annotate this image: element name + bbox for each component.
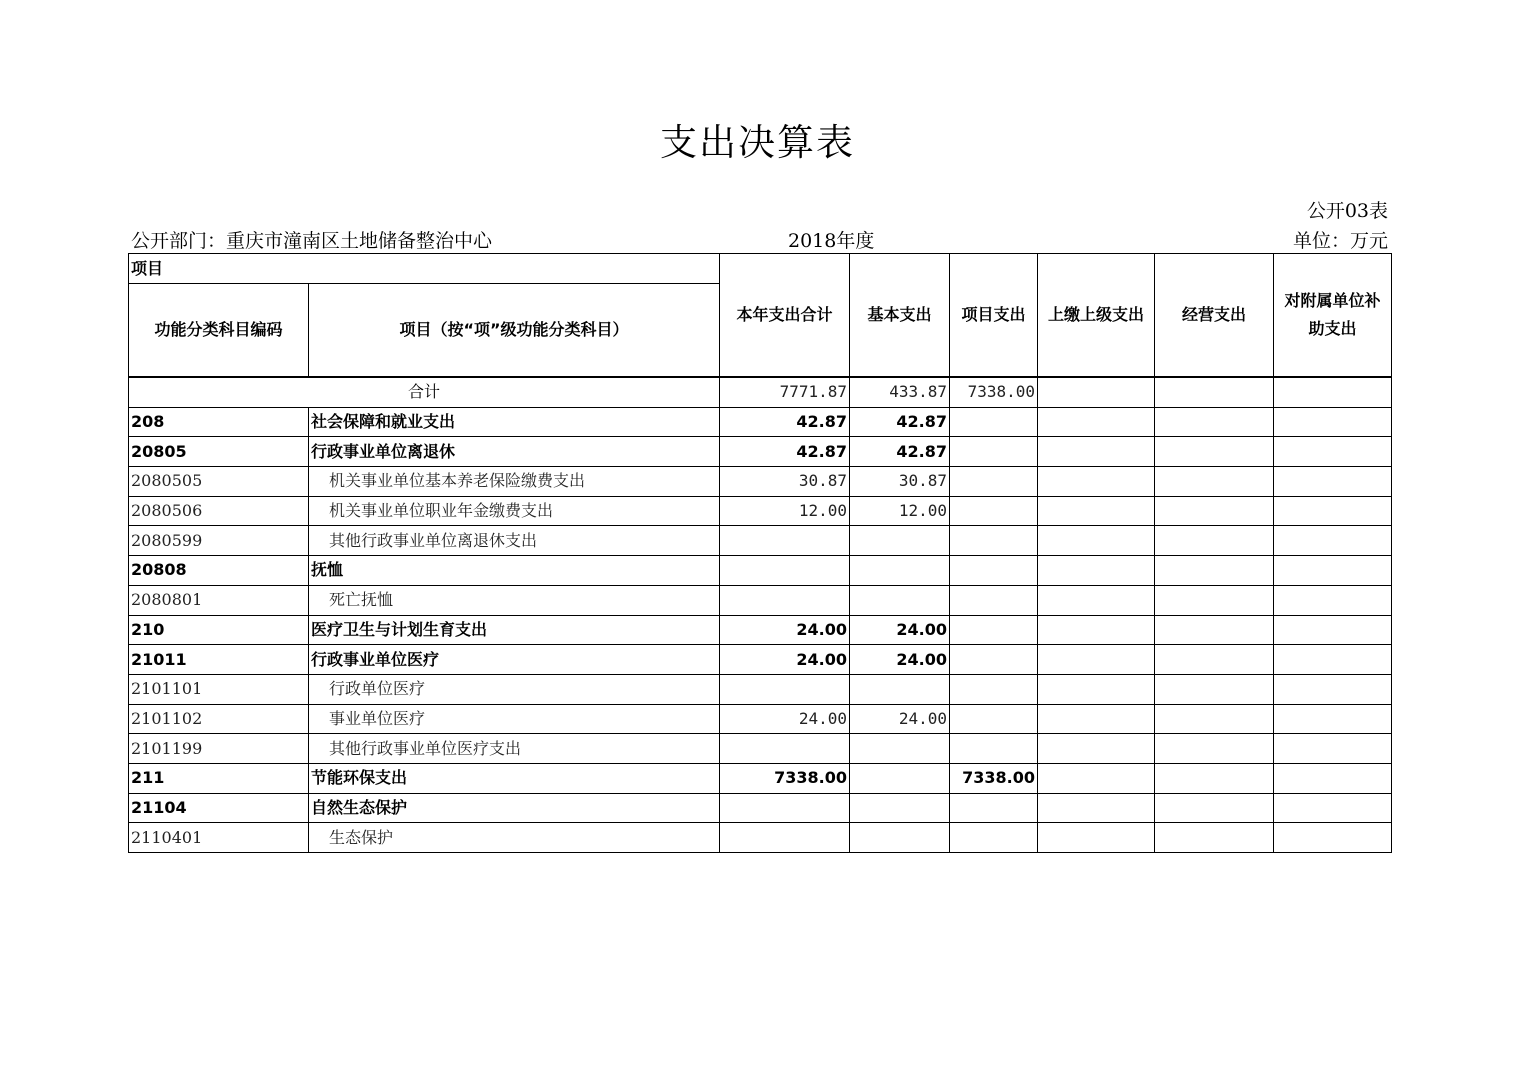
row-business [1155, 526, 1274, 556]
row-code: 2080505 [129, 467, 309, 497]
total-subsidy [1274, 377, 1392, 407]
row-upper [1038, 763, 1155, 793]
row-name: 死亡抚恤 [309, 585, 720, 615]
row-basic: 24.00 [850, 615, 950, 645]
row-upper [1038, 793, 1155, 823]
row-total: 24.00 [720, 615, 850, 645]
page-title: 支出决算表 [660, 121, 855, 164]
form-number: 公开03表 [1306, 200, 1388, 222]
row-code: 2080506 [129, 496, 309, 526]
table-row [129, 407, 1392, 437]
row-subsidy [1274, 615, 1392, 645]
table-row [129, 823, 1392, 853]
fiscal-year: 2018年度 [788, 230, 875, 252]
row-subsidy [1274, 793, 1392, 823]
row-subsidy [1274, 437, 1392, 467]
row-business [1155, 467, 1274, 497]
table-row [129, 556, 1392, 586]
row-name: 机关事业单位基本养老保险缴费支出 [309, 467, 720, 497]
row-name: 医疗卫生与计划生育支出 [309, 615, 720, 645]
unit-label: 单位：万元 [1292, 230, 1388, 252]
total-basic: 433.87 [850, 377, 950, 407]
row-subsidy [1274, 734, 1392, 764]
total-row [129, 377, 1392, 407]
total-total: 7771.87 [720, 377, 850, 407]
row-upper [1038, 823, 1155, 853]
row-basic: 30.87 [850, 467, 950, 497]
row-project [950, 407, 1038, 437]
row-business [1155, 556, 1274, 586]
row-basic [850, 734, 950, 764]
row-project [950, 734, 1038, 764]
header-code: 功能分类科目编码 [129, 284, 309, 378]
row-project [950, 704, 1038, 734]
table-row [129, 763, 1392, 793]
row-project [950, 467, 1038, 497]
total-label: 合计 [129, 377, 720, 407]
expenditure-table [128, 253, 1392, 853]
row-name: 事业单位医疗 [309, 704, 720, 734]
row-project [950, 645, 1038, 675]
row-subsidy [1274, 823, 1392, 853]
row-upper [1038, 556, 1155, 586]
row-upper [1038, 467, 1155, 497]
row-code: 2101199 [129, 734, 309, 764]
total-business [1155, 377, 1274, 407]
row-code: 2080801 [129, 585, 309, 615]
row-basic [850, 556, 950, 586]
table-row [129, 793, 1392, 823]
row-total: 42.87 [720, 407, 850, 437]
row-total: 7338.00 [720, 763, 850, 793]
row-total: 24.00 [720, 704, 850, 734]
row-upper [1038, 645, 1155, 675]
row-business [1155, 823, 1274, 853]
row-business [1155, 704, 1274, 734]
row-subsidy [1274, 496, 1392, 526]
row-total: 12.00 [720, 496, 850, 526]
row-total [720, 556, 850, 586]
row-total [720, 674, 850, 704]
row-business [1155, 674, 1274, 704]
row-code: 2101102 [129, 704, 309, 734]
row-total: 30.87 [720, 467, 850, 497]
row-name: 行政事业单位离退休 [309, 437, 720, 467]
row-total [720, 823, 850, 853]
row-basic: 42.87 [850, 407, 950, 437]
row-code: 211 [129, 763, 309, 793]
row-upper [1038, 674, 1155, 704]
row-business [1155, 645, 1274, 675]
row-code: 2110401 [129, 823, 309, 853]
row-subsidy [1274, 704, 1392, 734]
row-business [1155, 407, 1274, 437]
row-subsidy [1274, 467, 1392, 497]
row-upper [1038, 615, 1155, 645]
header-name: 项目（按“项”级功能分类科目） [309, 284, 720, 378]
row-business [1155, 496, 1274, 526]
row-project: 7338.00 [950, 763, 1038, 793]
header-upper: 上缴上级支出 [1038, 254, 1155, 378]
row-name: 生态保护 [309, 823, 720, 853]
row-basic: 42.87 [850, 437, 950, 467]
row-name: 其他行政事业单位医疗支出 [309, 734, 720, 764]
row-business [1155, 585, 1274, 615]
row-name: 行政事业单位医疗 [309, 645, 720, 675]
row-total [720, 734, 850, 764]
row-project [950, 674, 1038, 704]
row-business [1155, 793, 1274, 823]
table-row [129, 674, 1392, 704]
row-project [950, 556, 1038, 586]
row-name: 行政单位医疗 [309, 674, 720, 704]
table-row [129, 585, 1392, 615]
row-code: 21104 [129, 793, 309, 823]
row-total: 42.87 [720, 437, 850, 467]
row-name: 其他行政事业单位离退休支出 [309, 526, 720, 556]
row-code: 208 [129, 407, 309, 437]
row-subsidy [1274, 645, 1392, 675]
row-upper [1038, 704, 1155, 734]
row-code: 210 [129, 615, 309, 645]
total-project: 7338.00 [950, 377, 1038, 407]
row-upper [1038, 437, 1155, 467]
row-subsidy [1274, 556, 1392, 586]
table-row [129, 704, 1392, 734]
row-upper [1038, 734, 1155, 764]
row-subsidy [1274, 763, 1392, 793]
department-label: 公开部门：重庆市潼南区土地储备整治中心 [131, 230, 493, 252]
row-subsidy [1274, 585, 1392, 615]
header-business: 经营支出 [1155, 254, 1274, 378]
row-total [720, 526, 850, 556]
row-name: 社会保障和就业支出 [309, 407, 720, 437]
row-code: 2101101 [129, 674, 309, 704]
row-code: 20808 [129, 556, 309, 586]
row-basic [850, 674, 950, 704]
header-item: 项目 [129, 254, 720, 284]
row-basic: 12.00 [850, 496, 950, 526]
row-business [1155, 734, 1274, 764]
row-name: 节能环保支出 [309, 763, 720, 793]
table-row [129, 734, 1392, 764]
row-name: 机关事业单位职业年金缴费支出 [309, 496, 720, 526]
row-basic [850, 793, 950, 823]
row-name: 抚恤 [309, 556, 720, 586]
table-row [129, 645, 1392, 675]
table-row [129, 526, 1392, 556]
header-project: 项目支出 [950, 254, 1038, 378]
row-subsidy [1274, 674, 1392, 704]
row-total: 24.00 [720, 645, 850, 675]
row-subsidy [1274, 407, 1392, 437]
header-total: 本年支出合计 [720, 254, 850, 378]
row-project [950, 496, 1038, 526]
row-total [720, 793, 850, 823]
row-upper [1038, 407, 1155, 437]
row-business [1155, 437, 1274, 467]
row-total [720, 585, 850, 615]
row-business [1155, 763, 1274, 793]
table-row [129, 437, 1392, 467]
row-basic [850, 763, 950, 793]
row-basic: 24.00 [850, 704, 950, 734]
table-row [129, 467, 1392, 497]
row-subsidy [1274, 526, 1392, 556]
row-code: 2080599 [129, 526, 309, 556]
row-project [950, 615, 1038, 645]
header-basic: 基本支出 [850, 254, 950, 378]
row-upper [1038, 585, 1155, 615]
row-code: 20805 [129, 437, 309, 467]
row-upper [1038, 526, 1155, 556]
total-upper [1038, 377, 1155, 407]
row-project [950, 585, 1038, 615]
row-upper [1038, 496, 1155, 526]
row-code: 21011 [129, 645, 309, 675]
row-basic [850, 585, 950, 615]
table-row [129, 615, 1392, 645]
row-basic: 24.00 [850, 645, 950, 675]
row-project [950, 437, 1038, 467]
header-row-1 [129, 254, 1392, 284]
row-business [1155, 615, 1274, 645]
row-name: 自然生态保护 [309, 793, 720, 823]
row-basic [850, 823, 950, 853]
row-project [950, 823, 1038, 853]
row-basic [850, 526, 950, 556]
header-subsidy: 对附属单位补助支出 [1274, 254, 1392, 378]
table-row [129, 496, 1392, 526]
row-project [950, 793, 1038, 823]
row-project [950, 526, 1038, 556]
